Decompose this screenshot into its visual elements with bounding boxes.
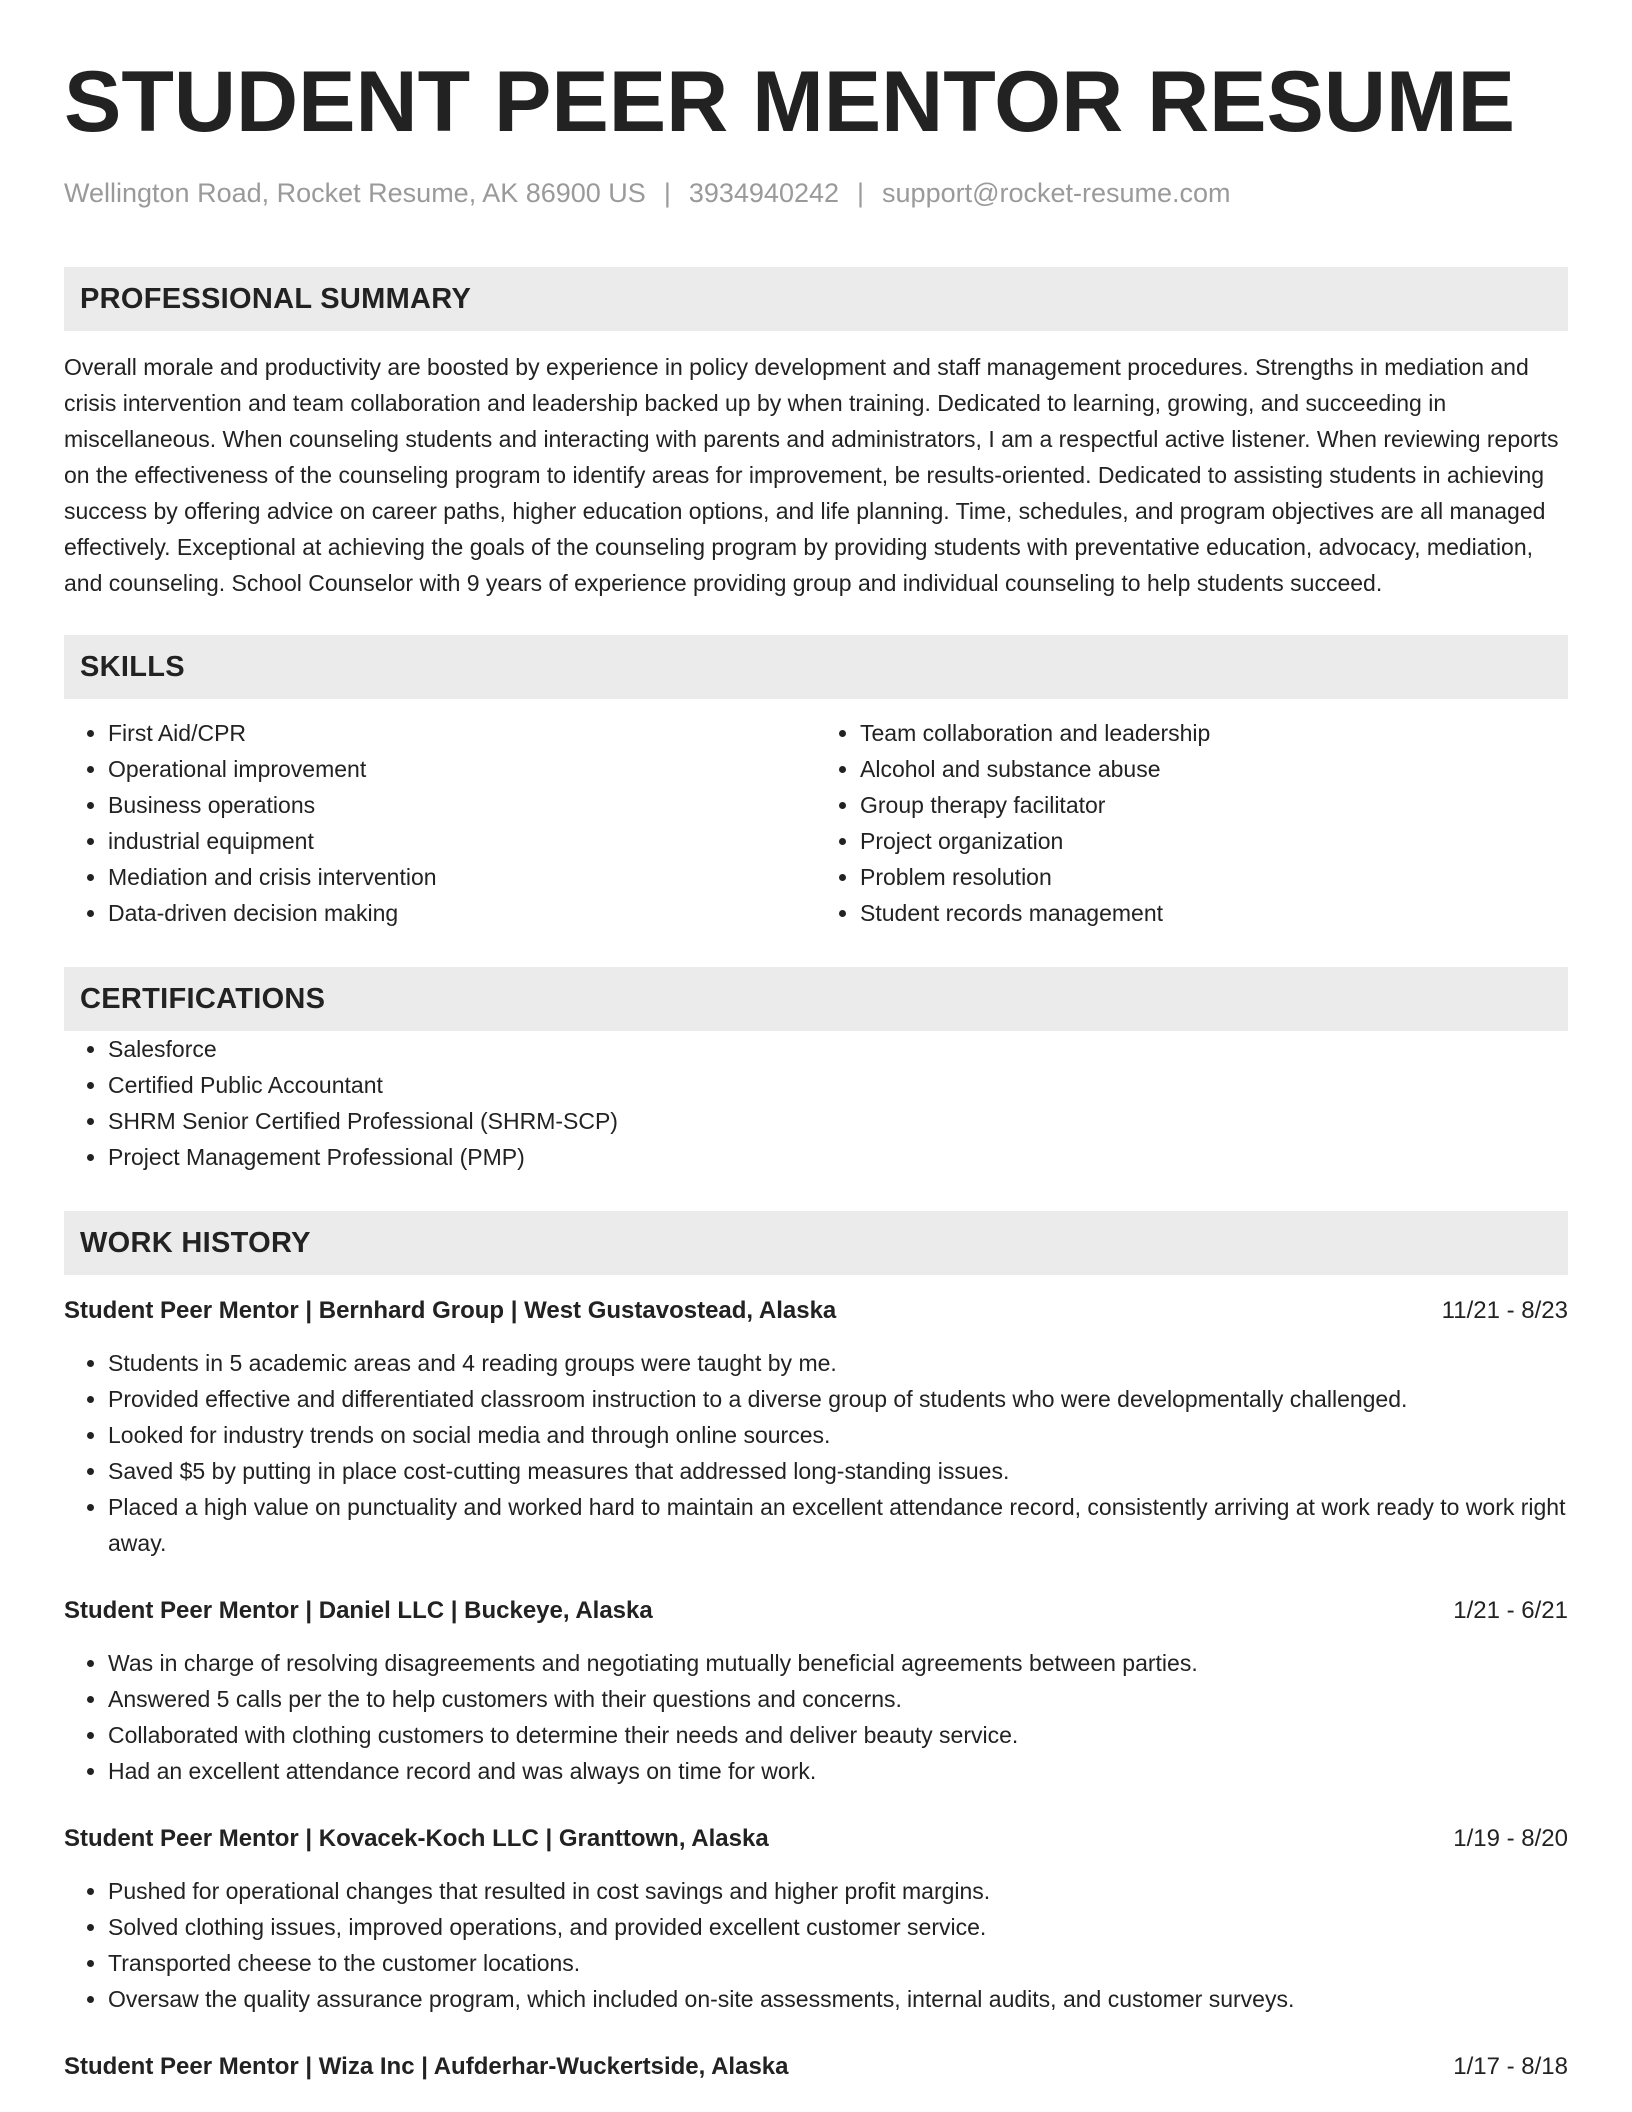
job-bullet: • Collaborated with clothing customers to determine their needs and deliver beauty service. xyxy=(108,1717,1568,1753)
job-entry xyxy=(64,2049,1568,2085)
skill-item: • First Aid/CPR xyxy=(108,715,816,751)
skills-heading: SKILLS xyxy=(64,635,1568,699)
job-bullets xyxy=(64,1873,1568,2017)
skill-item: • Mediation and crisis intervention xyxy=(108,859,816,895)
certification-item: • Certified Public Accountant xyxy=(108,1067,1568,1103)
contact-separator: | xyxy=(663,178,671,208)
job-title: Student Peer Mentor | Wiza Inc | Aufderhar-Wuckertside, Alaska xyxy=(64,2053,789,2080)
job-title: Student Peer Mentor | Bernhard Group | West Gustavostead, Alaska xyxy=(64,1297,837,1324)
skill-item: • Business operations xyxy=(108,787,816,823)
contact-line xyxy=(64,176,1568,210)
contact-separator: | xyxy=(857,178,865,208)
skills-grid xyxy=(64,715,1568,931)
job-bullet: • Looked for industry trends on social media and through online sources. xyxy=(108,1417,1568,1453)
job-bullet: • Answered 5 calls per the to help customers with their questions and concerns. xyxy=(108,1681,1568,1717)
summary-heading: PROFESSIONAL SUMMARY xyxy=(64,267,1568,331)
job-dates: 1/21 - 6/21 xyxy=(1453,1597,1568,1624)
job-bullet: • Provided effective and differentiated classroom instruction to a diverse group of students who were developmentally challenged. xyxy=(108,1381,1568,1417)
job-bullet: • Was in charge of resolving disagreements and negotiating mutually beneficial agreements between parties. xyxy=(108,1645,1568,1681)
contact-address: Wellington Road, Rocket Resume, AK 86900 US xyxy=(64,178,646,208)
skill-item: • Data-driven decision making xyxy=(108,895,816,931)
skills-list-right xyxy=(816,715,1568,931)
job-bullet: • Students in 5 academic areas and 4 reading groups were taught by me. xyxy=(108,1345,1568,1381)
job-entry xyxy=(64,1821,1568,2017)
contact-email: support@rocket-resume.com xyxy=(882,178,1231,208)
skills-section xyxy=(64,635,1568,931)
skill-item: • industrial equipment xyxy=(108,823,816,859)
work-history-heading: WORK HISTORY xyxy=(64,1211,1568,1275)
job-header xyxy=(64,1593,1568,1629)
certifications-section xyxy=(64,967,1568,1175)
job-title: Student Peer Mentor | Daniel LLC | Buckeye, Alaska xyxy=(64,1597,653,1624)
work-history-section xyxy=(64,1211,1568,2085)
job-bullet: • Solved clothing issues, improved operations, and provided excellent customer service. xyxy=(108,1909,1568,1945)
skill-item: • Alcohol and substance abuse xyxy=(860,751,1568,787)
skill-item: • Operational improvement xyxy=(108,751,816,787)
job-bullet: • Placed a high value on punctuality and worked hard to maintain an excellent attendance record, consistently arriving at work ready to work right away. xyxy=(108,1489,1568,1561)
certification-item: • SHRM Senior Certified Professional (SHRM-SCP) xyxy=(108,1103,1568,1139)
certification-item: • Project Management Professional (PMP) xyxy=(108,1139,1568,1175)
certification-item: • Salesforce xyxy=(108,1031,1568,1067)
job-title: Student Peer Mentor | Kovacek-Koch LLC | Granttown, Alaska xyxy=(64,1825,769,1852)
job-dates: 11/21 - 8/23 xyxy=(1441,1297,1568,1324)
skill-item: • Team collaboration and leadership xyxy=(860,715,1568,751)
job-bullet: • Had an excellent attendance record and was always on time for work. xyxy=(108,1753,1568,1789)
certifications-list xyxy=(64,1031,1568,1175)
certifications-heading: CERTIFICATIONS xyxy=(64,967,1568,1031)
skills-list-left xyxy=(64,715,816,931)
job-header xyxy=(64,1821,1568,1857)
summary-section xyxy=(64,267,1568,601)
job-dates: 1/17 - 8/18 xyxy=(1453,2053,1568,2080)
job-bullets xyxy=(64,1345,1568,1561)
job-bullet: • Pushed for operational changes that resulted in cost savings and higher profit margins. xyxy=(108,1873,1568,1909)
skill-item: • Student records management xyxy=(860,895,1568,931)
job-bullet: • Oversaw the quality assurance program, which included on-site assessments, internal audits, and customer surveys. xyxy=(108,1981,1568,2017)
job-bullet: • Transported cheese to the customer locations. xyxy=(108,1945,1568,1981)
job-bullets xyxy=(64,1645,1568,1789)
summary-text: Overall morale and productivity are boosted by experience in policy development and staff management procedures. Strengths in mediation and crisis intervention and team collaboration and leadership backed up by when training. Dedicated to learning, growing, and succeeding in miscellaneous. When counseling students and interacting with parents and administrators, I am a respectful active listener. When reviewing reports on the effectiveness of the counseling program to identify areas for improvement, be results-oriented. Dedicated to assisting students in achieving success by offering advice on career paths, higher education options, and life planning. Time, schedules, and program objectives are all managed effectively. Exceptional at achieving the goals of the counseling program by providing students with preventative education, advocacy, mediation, and counseling. School Counselor with 9 years of experience providing group and individual counseling to help students succeed. xyxy=(64,354,1559,596)
contact-phone: 3934940242 xyxy=(688,178,840,208)
skill-item: • Project organization xyxy=(860,823,1568,859)
job-header xyxy=(64,2049,1568,2085)
job-entry xyxy=(64,1293,1568,1561)
skill-item: • Problem resolution xyxy=(860,859,1568,895)
job-dates: 1/19 - 8/20 xyxy=(1453,1825,1568,1852)
job-bullet: • Saved $5 by putting in place cost-cutting measures that addressed long-standing issues. xyxy=(108,1453,1568,1489)
resume-title: STUDENT PEER MENTOR RESUME xyxy=(64,54,1515,150)
job-entry xyxy=(64,1593,1568,1789)
job-header xyxy=(64,1293,1568,1329)
skill-item: • Group therapy facilitator xyxy=(860,787,1568,823)
